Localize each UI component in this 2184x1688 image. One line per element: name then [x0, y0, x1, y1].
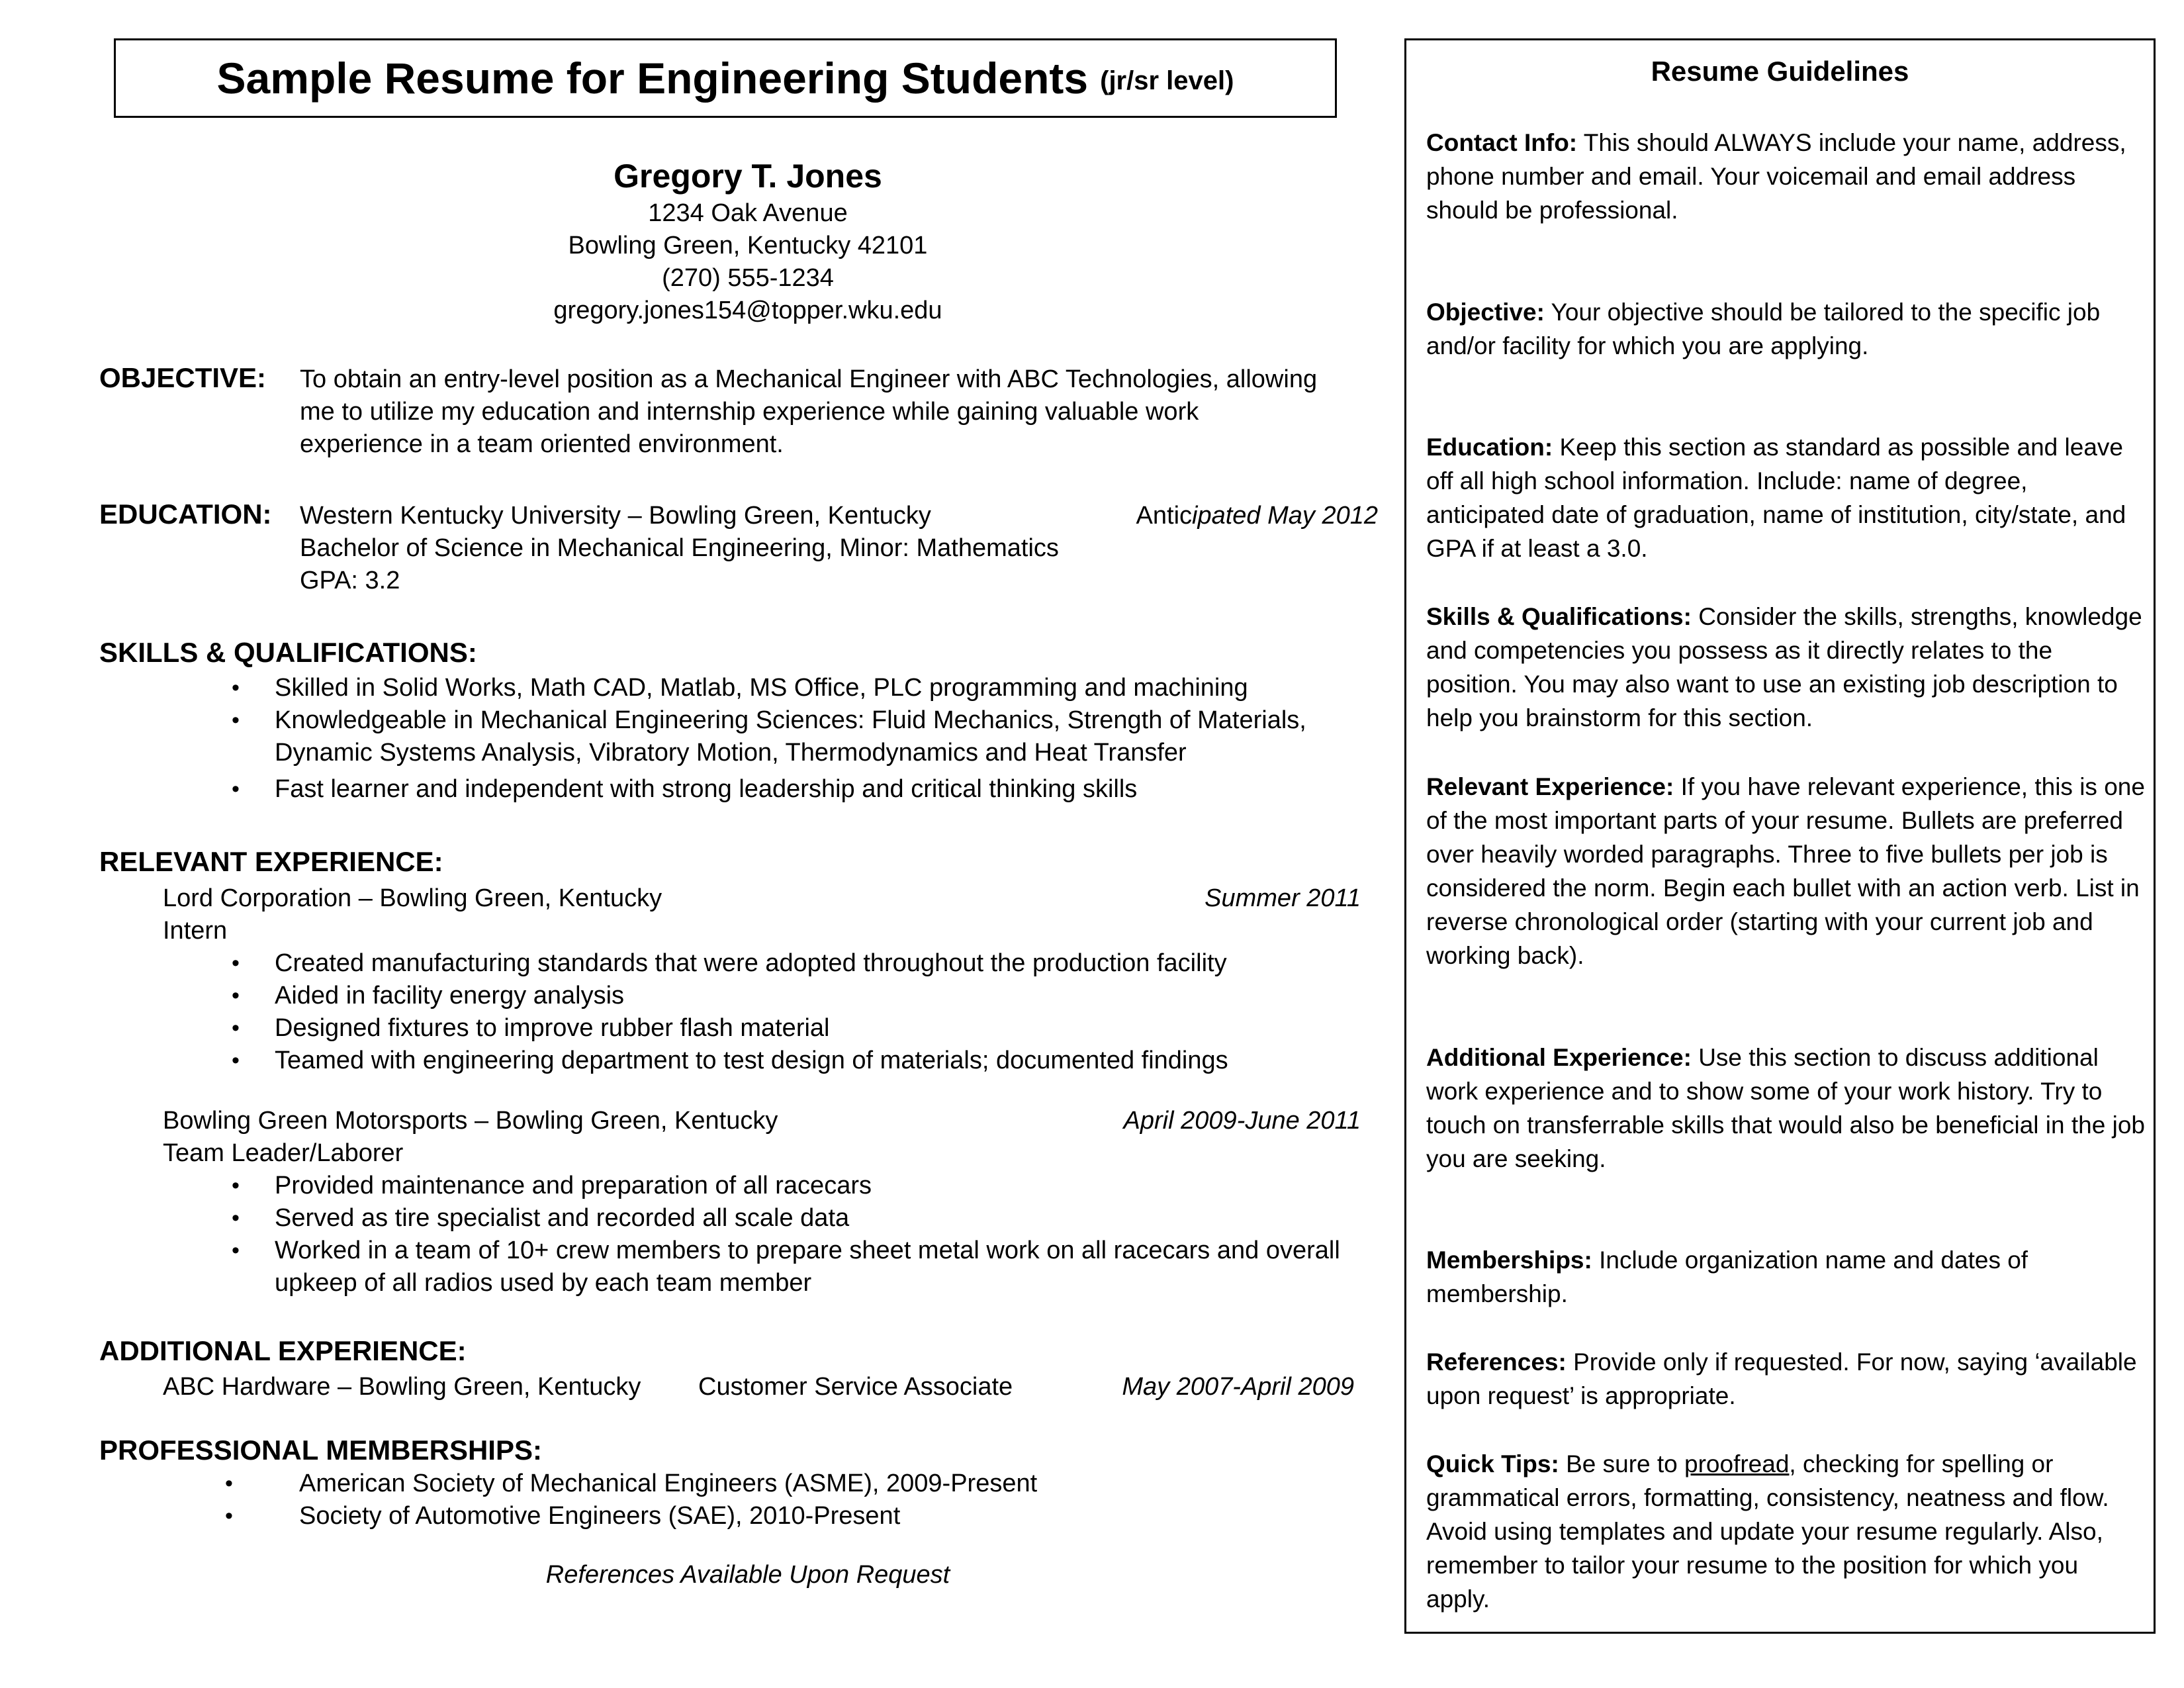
guideline-tips — [1426, 1447, 2148, 1616]
guideline-text: Be sure to — [1566, 1450, 1678, 1477]
guideline-text: Your objective should be tailored to the specific job and/or facility for which you are applying. — [1426, 299, 2101, 359]
objective-line: experience in a team oriented environment. — [300, 430, 784, 458]
guideline-text: Consider the skills, strengths, knowledge and competencies you possess as it directly relates to the position. You may also want to use an existing job description to help you brainstorm for this section. — [1426, 603, 2142, 731]
guideline-label: Objective: — [1426, 299, 1545, 326]
additional-employer: ABC Hardware – Bowling Green, Kentucky — [163, 1373, 641, 1401]
guideline-label: Contact Info: — [1426, 129, 1578, 156]
school-name: Western Kentucky University – Bowling Green, Kentucky — [300, 502, 931, 530]
list-item-text: Aided in facility energy analysis — [275, 982, 625, 1009]
phone-line: (270) 555-1234 — [662, 264, 834, 292]
additional-date: May 2007-April 2009 — [1122, 1373, 1354, 1401]
bullet-icon: • — [232, 675, 240, 700]
guideline-text: , checking for spelling or grammatical errors, formatting, consistency, neatness and flow. Avoid using templates and update your resume regularly. Also, remember to tailor your resume to the position for which you apply. — [1426, 1450, 2109, 1613]
proofread-link: proofread — [1684, 1450, 1790, 1477]
list-item-text: Worked in a team of 10+ crew members to prepare sheet metal work on all racecars and overall — [275, 1237, 1340, 1264]
list-item-text: upkeep of all radios used by each team member — [275, 1269, 812, 1297]
job-bullets — [232, 1170, 1340, 1299]
bullet-icon: • — [232, 983, 240, 1008]
graduation-date-rest: ipated May 2012 — [1192, 502, 1378, 530]
guideline-skills — [1426, 600, 2148, 735]
applicant-name: Gregory T. Jones — [614, 158, 882, 195]
list-item-text: Fast learner and independent with strong leadership and critical thinking skills — [275, 775, 1138, 803]
page-title: Sample Resume for Engineering Students — [216, 54, 1089, 103]
guideline-contact — [1426, 126, 2148, 227]
bullet-icon: • — [232, 708, 240, 733]
list-item-text: Skilled in Solid Works, Math CAD, Matlab, MS Office, PLC programming and machining — [275, 674, 1248, 702]
references-line: References Available Upon Request — [545, 1561, 950, 1589]
list-item-text: Knowledgeable in Mechanical Engineering Sciences: Fluid Mechanics, Strength of Materials, — [275, 706, 1306, 734]
list-item — [275, 737, 1306, 769]
guideline-label: Additional Experience: — [1426, 1044, 1692, 1071]
job-date: Summer 2011 — [1205, 884, 1361, 912]
bullet-icon: • — [232, 776, 240, 802]
guideline-references — [1426, 1345, 2148, 1413]
guideline-label: References: — [1426, 1348, 1567, 1376]
list-item — [232, 704, 1306, 737]
list-item — [232, 773, 1306, 806]
guideline-label: Memberships: — [1426, 1246, 1592, 1274]
list-item — [232, 672, 1306, 704]
list-item-text: Dynamic Systems Analysis, Vibratory Motion, Thermodynamics and Heat Transfer — [275, 739, 1187, 767]
list-item — [232, 1202, 1340, 1235]
bullet-icon: • — [232, 1238, 240, 1263]
guideline-additional — [1426, 1041, 2148, 1176]
additional-heading: ADDITIONAL EXPERIENCE: — [99, 1335, 467, 1366]
contact-block — [311, 155, 1185, 327]
list-item — [225, 1500, 1037, 1532]
graduation-date-prefix: Antic — [1136, 502, 1193, 530]
objective-heading: OBJECTIVE: — [99, 362, 267, 393]
list-item — [232, 1170, 1340, 1202]
guideline-memberships — [1426, 1243, 2148, 1311]
guideline-label: Skills & Qualifications: — [1426, 603, 1692, 630]
job-date: April 2009-June 2011 — [1123, 1107, 1361, 1135]
bullet-icon: • — [232, 951, 240, 976]
guideline-label: Relevant Experience: — [1426, 773, 1674, 800]
skills-list — [232, 672, 1306, 806]
memberships-heading: PROFESSIONAL MEMBERSHIPS: — [99, 1434, 542, 1466]
guideline-education — [1426, 430, 2148, 565]
guideline-text: Keep this section as standard as possible and leave off all high school information. Include: name of degree, anticipated date of graduation, name of institution, city/state, and GPA if at least a 3.0. — [1426, 434, 2126, 562]
list-item-text: Society of Automotive Engineers (SAE), 2010-Present — [299, 1502, 901, 1530]
bullet-icon: • — [232, 1015, 240, 1041]
email-line: gregory.jones154@topper.wku.edu — [553, 297, 942, 324]
bullet-icon: • — [225, 1503, 233, 1528]
skills-heading: SKILLS & QUALIFICATIONS: — [99, 637, 477, 668]
job-employer: Bowling Green Motorsports – Bowling Green, Kentucky — [163, 1107, 778, 1135]
education-heading: EDUCATION: — [99, 498, 272, 530]
job-role: Team Leader/Laborer — [163, 1139, 404, 1167]
guideline-relevant — [1426, 770, 2148, 972]
relevant-heading: RELEVANT EXPERIENCE: — [99, 846, 443, 877]
guideline-text: Provide only if requested. For now, saying ‘available upon request’ is appropriate. — [1426, 1348, 2137, 1409]
title-box — [114, 38, 1337, 118]
guideline-label: Quick Tips: — [1426, 1450, 1559, 1477]
job-employer: Lord Corporation – Bowling Green, Kentucky — [163, 884, 662, 912]
list-item — [225, 1468, 1038, 1500]
guideline-text: This should ALWAYS include your name, address, phone number and email. Your voicemail and email address should be professional. — [1426, 129, 2126, 224]
list-item-text: Served as tire specialist and recorded all scale data — [275, 1204, 850, 1232]
list-item — [275, 1267, 1340, 1299]
guideline-text: Include organization name and dates of membership. — [1426, 1246, 2028, 1307]
guideline-text: If you have relevant experience, this is one of the most important parts of your resume. Bullets are preferred over heavily worded paragraphs. Three to five bullets per job is considered the norm. Begin each bullet with an action verb. List in reverse chronological order (starting with your current job and working back). — [1426, 773, 2145, 969]
list-item-text: American Society of Mechanical Engineers (ASME), 2009-Present — [299, 1470, 1038, 1497]
page-subtitle: (jr/sr level) — [1100, 66, 1234, 95]
list-item — [232, 980, 1228, 1012]
guideline-objective — [1426, 295, 2148, 363]
job-role: Intern — [163, 917, 228, 945]
address-line: 1234 Oak Avenue — [648, 199, 848, 227]
guidelines-title: Resume Guidelines — [1651, 56, 1909, 87]
guideline-text: Use this section to discuss additional work experience and to show some of your work history. Try to touch on transferrable skills that would also be beneficial in the job you are seeking. — [1426, 1044, 2145, 1172]
list-item-text: Teamed with engineering department to test design of materials; documented findings — [275, 1047, 1228, 1074]
additional-role: Customer Service Associate — [698, 1373, 1013, 1401]
bullet-icon: • — [232, 1205, 240, 1231]
list-item-text: Provided maintenance and preparation of all racecars — [275, 1172, 872, 1199]
education-block — [300, 500, 1059, 597]
bullet-icon: • — [232, 1173, 240, 1198]
objective-line: To obtain an entry-level position as a Mechanical Engineer with ABC Technologies, allowing — [300, 365, 1318, 393]
city-line: Bowling Green, Kentucky 42101 — [568, 232, 928, 259]
gpa-line: GPA: 3.2 — [300, 567, 400, 594]
graduation-date — [1136, 500, 1378, 532]
list-item-text: Created manufacturing standards that were adopted throughout the production facility — [275, 949, 1227, 977]
memberships-list — [225, 1468, 1038, 1532]
guideline-label: Education: — [1426, 434, 1553, 461]
list-item — [232, 1045, 1228, 1077]
list-item — [232, 1012, 1228, 1045]
objective-line: me to utilize my education and internship experience while gaining valuable work — [300, 398, 1199, 426]
bullet-icon: • — [225, 1471, 233, 1496]
list-item — [232, 947, 1228, 980]
list-item-text: Designed fixtures to improve rubber flash material — [275, 1014, 830, 1042]
list-item — [232, 1235, 1340, 1267]
degree-line: Bachelor of Science in Mechanical Engineering, Minor: Mathematics — [300, 534, 1059, 562]
objective-text — [300, 363, 1317, 461]
job-bullets — [232, 947, 1228, 1077]
bullet-icon: • — [232, 1048, 240, 1073]
